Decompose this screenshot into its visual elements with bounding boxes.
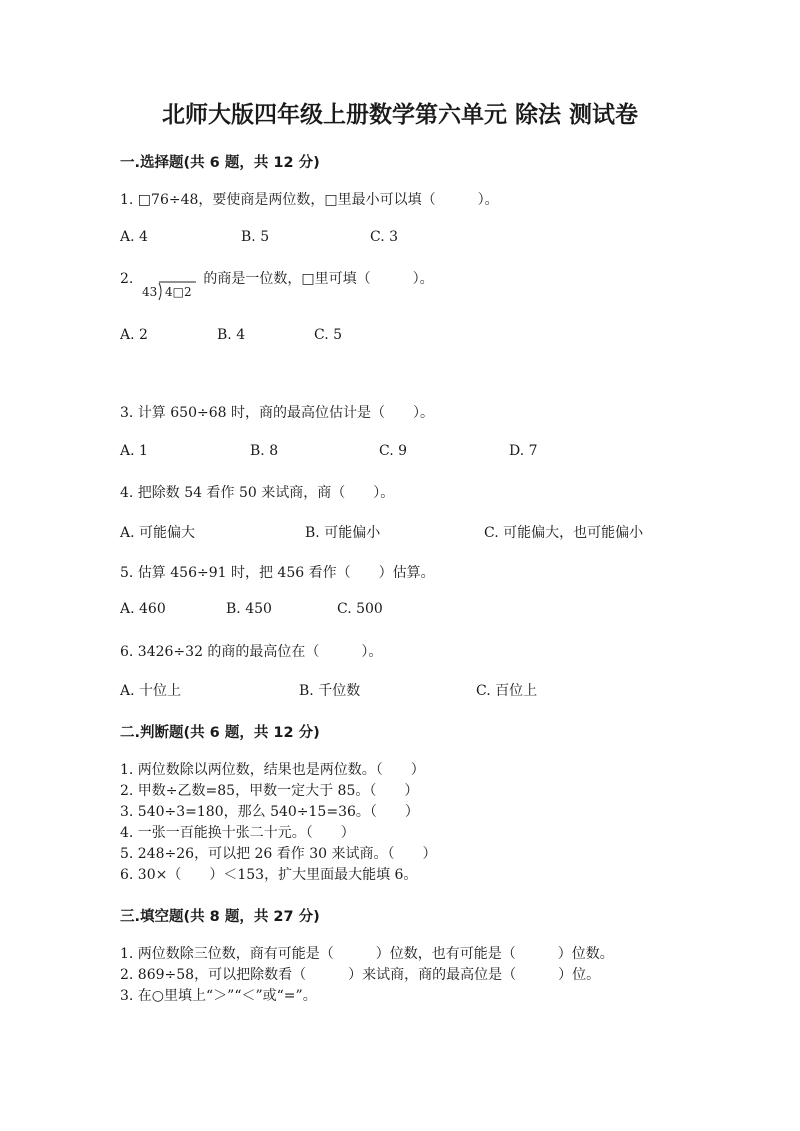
section-heading-choice: 一.选择题(共 6 题，共 12 分) [120,155,320,171]
page-title: 北师大版四年级上册数学第六单元 除法 测试卷 [161,102,638,128]
section-heading-judgement: 二.判断题(共 6 题，共 12 分) [120,725,320,741]
question-3: 3. 计算 650÷68 时，商的最高位估计是（ ）。 [120,405,434,421]
q3-option-d: D. 7 [509,443,538,459]
divisor-label: 43 [142,285,158,299]
q4-option-b: B. 可能偏小 [305,525,381,541]
q4-option-c: C. 可能偏大，也可能偏小 [484,525,644,541]
q5-option-c: C. 500 [337,601,383,617]
judgement-item-1: 1. 两位数除以两位数，结果也是两位数。（ ） [120,762,425,778]
q1-option-c: C. 3 [370,229,399,245]
q6-option-c: C. 百位上 [476,683,538,699]
judgement-item-2: 2. 甲数÷乙数=85，甲数一定大于 85。（ ） [120,783,419,799]
q6-option-b: B. 千位数 [299,683,361,699]
fill-blank-item-1: 1. 两位数除三位数，商有可能是（ ）位数，也有可能是（ ）位数。 [120,946,614,962]
judgement-item-4: 4. 一张一百能换十张二十元。（ ） [120,825,355,841]
question-5: 5. 估算 456÷91 时，把 456 看作（ ）估算。 [120,565,435,581]
long-division-figure [140,276,198,302]
q1-option-b: B. 5 [241,229,270,245]
question-6: 6. 3426÷32 的商的最高位在（ ）。 [120,644,383,660]
q5-option-a: A. 460 [120,601,166,617]
judgement-item-6: 6. 30×（ ）＜153，扩大里面最大能填 6。 [120,867,418,883]
section-heading-fill-blank: 三.填空题(共 8 题，共 27 分) [120,909,320,925]
q1-option-a: A. 4 [120,229,148,245]
question-2: 2. 的商是一位数，□里可填（ ）。 [120,271,434,287]
q3-option-c: C. 9 [379,443,408,459]
q2-option-a: A. 2 [120,327,148,343]
q2-option-b: B. 4 [217,327,246,343]
judgement-item-5: 5. 248÷26，可以把 26 看作 30 来试商。（ ） [120,846,437,862]
q3-option-b: B. 8 [250,443,279,459]
q4-option-a: A. 可能偏大 [120,525,196,541]
dividend-label: 4□2 [165,285,192,299]
q6-option-a: A. 十位上 [120,683,182,699]
q3-option-a: A. 1 [120,443,148,459]
q5-option-b: B. 450 [226,601,272,617]
q2-option-c: C. 5 [314,327,343,343]
question-1: 1. □76÷48，要使商是两位数，□里最小可以填（ ）。 [120,192,499,208]
question-4: 4. 把除数 54 看作 50 来试商，商（ ）。 [120,485,395,501]
judgement-item-3: 3. 540÷3=180，那么 540÷15=36。（ ） [120,804,419,820]
fill-blank-item-3: 3. 在○里填上“＞”“＜”或“=”。 [120,988,317,1004]
fill-blank-item-2: 2. 869÷58，可以把除数看（ ）来试商，商的最高位是（ ）位。 [120,967,601,983]
